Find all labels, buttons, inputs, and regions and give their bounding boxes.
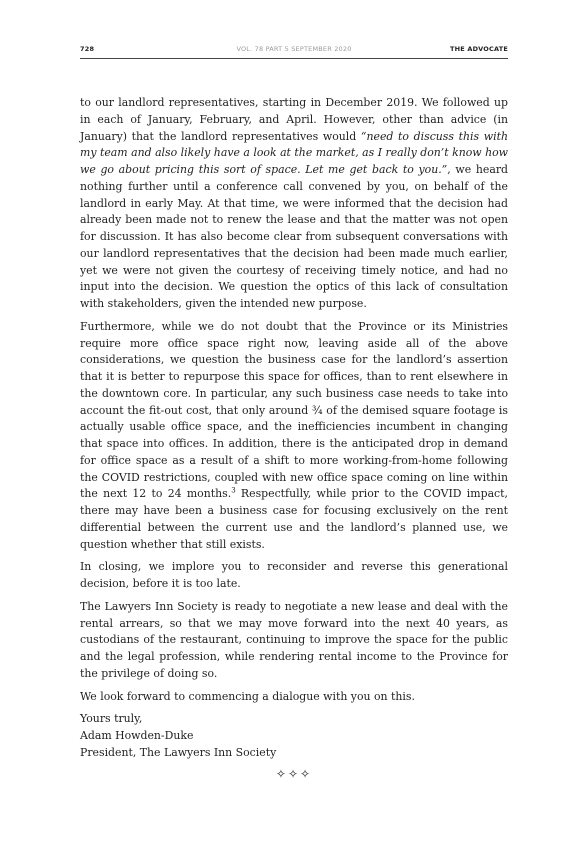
paragraph-1-text-end: , we heard nothing further until a conference call convened by you, on behalf of the landlord in early May. At that time, we were informed that the decision had already been made not to renew the lease and that the matter was not open for discussion. It has also become clear from subsequent conversations with our landlord representatives that the decision had been made much earlier, yet we were not given the courtesy of receiving timely notice, and had no input into the decision. We question the optics of this lack of consultation with stakeholders, given the intended new purpose. [80,163,508,310]
signature-name: Adam Howden-Duke [80,729,194,742]
signature-closing: Yours truly, [80,712,143,726]
running-header [80,45,508,59]
page-number: 728 [80,45,95,53]
paragraph-2-text-end: Respectfully, while prior to the COVID impact, there may have been a business case for focusing exclusively on the rent differential between the current use and the landlord’s planned use, we question whether that still exists. [80,487,508,551]
paragraph-1-text-start: to our landlord representatives, starting in December 2019. We followed up in each of January, February, and April. However, other than advice (in January) that the landlord representatives would [80,96,508,143]
journal-title: THE ADVOCATE [449,45,508,53]
section-end-ornament: ✧✧✧ [275,766,313,781]
paragraph-2-text-start: Furthermore, while we do not doubt that the Province or its Ministries require more office space right now, leaving aside all of the above considerations, we question the business case for the landlord’s assertion that it is better to repurpose this space for offices, than to rent elsewhere in the downtown core. In particular, any such business case needs to take into account the fit-out cost, that only around ¾ of the demised square footage is actually usable office space, and the inefficiencies incumbent in changing that space into offices. In addition, there is the anticipated drop in demand for office space as a result of a shift to more working-from-home following the COVID restrictions, coupled with new office space coming on line within the next 12 to 24 months. [80,319,508,501]
paragraph-1-quote: “need to discuss this with my team and also likely have a look at the market, as I really don’t know how we go about pricing this sort of space. Let me get back to you.” [80,129,509,176]
paragraph-1 [80,95,508,313]
signature-title: President, The Lawyers Inn Society [80,745,277,759]
paragraph-2 [80,319,508,554]
article-body [80,95,508,782]
volume-info: VOL. 78 PART 5 SEPTEMBER 2020 [236,45,352,53]
header-rule [80,58,508,59]
paragraph-4: The Lawyers Inn Society is ready to negotiate a new lease and deal with the rental arrears, so that we may move forward into the next 40 years, as custodians of the restaurant, continuing to improve the space for the public and the legal profession, while rendering rental income to the Province for the privilege of doing so. [80,599,508,680]
paragraph-3: In closing, we implore you to reconsider and reverse this generational decision, before it is too late. [80,560,508,590]
paragraph-5: We look forward to commencing a dialogue with you on this. [80,689,415,703]
footnote-reference[interactable]: 3 [231,486,236,495]
